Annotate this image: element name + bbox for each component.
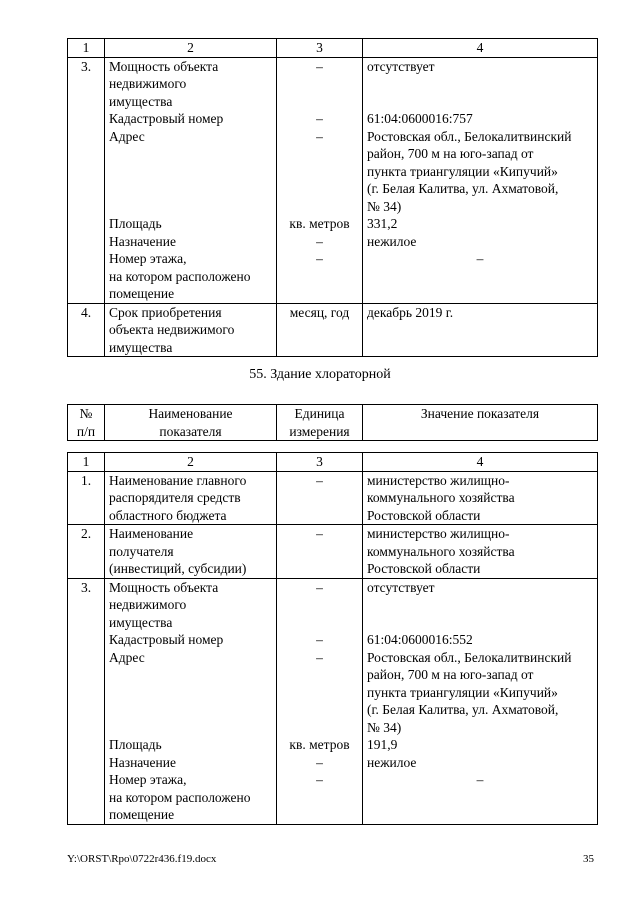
row-value-line: 331,2 bbox=[367, 216, 398, 231]
row-name-line: Назначение bbox=[109, 754, 176, 770]
table-row bbox=[68, 303, 598, 357]
row-unit-line: – bbox=[316, 526, 323, 541]
col-number: 3 bbox=[277, 39, 363, 58]
row-value-line: – bbox=[476, 772, 484, 787]
row-name-line: Наименование главного bbox=[109, 472, 247, 488]
row-unit-line: – bbox=[316, 632, 323, 647]
row-name-line: Мощность объекта bbox=[109, 58, 219, 74]
row-value-line: (г. Белая Калитва, ул. Ахматовой, bbox=[367, 702, 559, 717]
row-value-line: № 34) bbox=[367, 198, 402, 214]
row-unit-line bbox=[281, 93, 358, 111]
column-number-row bbox=[68, 39, 598, 58]
col-number: 3 bbox=[277, 453, 363, 472]
row-name bbox=[105, 525, 277, 579]
row-name-line: Номер этажа, bbox=[109, 772, 187, 787]
row-unit-line bbox=[281, 75, 358, 93]
row-unit-line: – bbox=[316, 754, 323, 770]
row-value-line: коммунального хозяйства bbox=[367, 490, 515, 505]
header-number: № п/п bbox=[68, 405, 105, 441]
table-building bbox=[67, 404, 598, 825]
column-number-row bbox=[68, 453, 598, 472]
table-row bbox=[68, 57, 598, 303]
row-name-line bbox=[109, 198, 272, 216]
row-name-line bbox=[109, 666, 272, 684]
row-unit-line: кв. метров bbox=[289, 737, 350, 752]
row-number: 4. bbox=[68, 303, 105, 357]
row-value-line: Ростовской области bbox=[367, 507, 481, 523]
row-value-line: пункта триангуляции «Кипучий» bbox=[367, 163, 558, 179]
col-number: 2 bbox=[105, 39, 277, 58]
row-value bbox=[363, 578, 598, 824]
row-unit-line bbox=[281, 684, 358, 702]
row-name-line: получателя bbox=[109, 543, 174, 559]
row-unit-line bbox=[281, 666, 358, 684]
row-unit-line bbox=[281, 198, 358, 216]
row-unit-line bbox=[281, 596, 358, 614]
row-name-line: помещение bbox=[109, 807, 175, 822]
row-name-line: Срок приобретения bbox=[109, 304, 222, 320]
row-unit-line: – bbox=[316, 58, 323, 74]
section-title: 55. Здание хлораторной bbox=[249, 367, 391, 382]
row-value-line: 61:04:0600016:552 bbox=[367, 632, 473, 647]
row-number: 3. bbox=[68, 578, 105, 824]
table-row bbox=[68, 471, 598, 525]
row-unit bbox=[277, 578, 363, 824]
row-unit-line bbox=[281, 789, 358, 807]
row-value-line: нежилое bbox=[367, 754, 417, 770]
row-name-line: Кадастровый номер bbox=[109, 632, 224, 647]
row-unit-line: – bbox=[316, 472, 323, 488]
row-value-line: пункта триангуляции «Кипучий» bbox=[367, 684, 558, 700]
row-name-line bbox=[109, 180, 272, 198]
row-value-line: коммунального хозяйства bbox=[367, 543, 515, 559]
row-name-line bbox=[109, 163, 272, 181]
row-value-line: Ростовской области bbox=[367, 561, 481, 576]
row-name-line: Адрес bbox=[109, 128, 145, 144]
row-value-line: отсутствует bbox=[367, 579, 435, 595]
header-unit: Единица измерения bbox=[277, 405, 363, 441]
row-unit bbox=[277, 525, 363, 579]
row-unit-line: – bbox=[316, 772, 323, 787]
row-unit-line bbox=[281, 614, 358, 632]
row-name-line: недвижимого bbox=[109, 76, 187, 91]
row-unit-line: – bbox=[316, 579, 323, 595]
table-continued bbox=[67, 38, 598, 357]
row-unit-line bbox=[281, 339, 358, 357]
row-value-line bbox=[367, 321, 593, 339]
row-unit-line bbox=[281, 268, 358, 286]
row-value bbox=[363, 525, 598, 579]
row-name-line: на котором расположено bbox=[109, 789, 251, 805]
row-unit-line bbox=[281, 701, 358, 719]
row-name-line: Наименование bbox=[109, 526, 194, 541]
row-name bbox=[105, 57, 277, 303]
row-unit bbox=[277, 303, 363, 357]
col-number: 1 bbox=[68, 39, 105, 58]
row-name-line bbox=[109, 719, 272, 737]
footer-path: Y:\ORST\Rpo\0722r436.f19.docx bbox=[67, 853, 217, 865]
row-value-line bbox=[367, 806, 593, 824]
table-row bbox=[68, 525, 598, 579]
row-unit-line bbox=[281, 145, 358, 163]
row-name-line bbox=[109, 145, 272, 163]
row-value bbox=[363, 471, 598, 525]
row-unit-line bbox=[281, 719, 358, 737]
row-value-line: нежилое bbox=[367, 233, 417, 249]
row-value-line: отсутствует bbox=[367, 58, 435, 74]
row-value-line: Ростовская обл., Белокалитвинский bbox=[367, 649, 572, 665]
row-value-line: район, 700 м на юго-запад от bbox=[367, 146, 534, 161]
table-row bbox=[68, 578, 598, 824]
row-value-line: Ростовская обл., Белокалитвинский bbox=[367, 128, 572, 144]
row-unit-line: – bbox=[316, 111, 323, 126]
col-number: 4 bbox=[363, 453, 598, 472]
row-unit-line bbox=[281, 180, 358, 198]
page-number: 35 bbox=[583, 853, 594, 865]
row-number: 3. bbox=[68, 57, 105, 303]
row-value-line: 61:04:0600016:757 bbox=[367, 111, 473, 126]
row-value-line: № 34) bbox=[367, 719, 402, 735]
row-unit-line bbox=[281, 285, 358, 303]
row-unit-line: кв. метров bbox=[289, 216, 350, 231]
row-value-line: министерство жилищно- bbox=[367, 526, 510, 541]
row-unit bbox=[277, 471, 363, 525]
col-number: 1 bbox=[68, 453, 105, 472]
col-number: 2 bbox=[105, 453, 277, 472]
row-name-line: Кадастровый номер bbox=[109, 111, 224, 126]
row-name-line: имущества bbox=[109, 614, 173, 630]
row-name bbox=[105, 471, 277, 525]
row-unit-line bbox=[281, 543, 358, 561]
row-value-line: 191,9 bbox=[367, 737, 398, 752]
row-value bbox=[363, 57, 598, 303]
row-name-line: (инвестиций, субсидии) bbox=[109, 561, 247, 576]
row-name-line: Площадь bbox=[109, 737, 162, 752]
row-unit-line bbox=[281, 321, 358, 339]
row-value-line bbox=[367, 268, 593, 286]
row-unit-line: – bbox=[316, 649, 323, 665]
row-unit-line: месяц, год bbox=[289, 304, 350, 320]
col-number: 4 bbox=[363, 39, 598, 58]
row-unit-line bbox=[281, 489, 358, 507]
row-unit-line bbox=[281, 806, 358, 824]
row-value-line bbox=[367, 789, 593, 807]
row-value-line: министерство жилищно- bbox=[367, 472, 510, 488]
row-unit-line bbox=[281, 507, 358, 525]
row-unit-line: – bbox=[316, 251, 323, 266]
header-row bbox=[68, 405, 598, 441]
row-name-line: распорядителя средств bbox=[109, 490, 241, 505]
row-unit bbox=[277, 57, 363, 303]
row-value-line bbox=[367, 339, 593, 357]
row-value-line bbox=[367, 596, 593, 614]
row-name-line: имущества bbox=[109, 93, 173, 109]
row-value-line: (г. Белая Калитва, ул. Ахматовой, bbox=[367, 181, 559, 196]
row-name bbox=[105, 303, 277, 357]
row-name-line: Площадь bbox=[109, 216, 162, 231]
row-name-line: помещение bbox=[109, 286, 175, 301]
row-name-line bbox=[109, 684, 272, 702]
row-name bbox=[105, 578, 277, 824]
row-name-line: имущества bbox=[109, 339, 173, 355]
row-name-line: на котором расположено bbox=[109, 268, 251, 284]
row-name-line: Адрес bbox=[109, 649, 145, 665]
row-name-line: Номер этажа, bbox=[109, 251, 187, 266]
row-value-line bbox=[367, 614, 593, 632]
row-value-line bbox=[367, 285, 593, 303]
row-number: 2. bbox=[68, 525, 105, 579]
row-unit-line bbox=[281, 163, 358, 181]
row-unit-line: – bbox=[316, 128, 323, 144]
row-value-line bbox=[367, 93, 593, 111]
row-name-line: Мощность объекта bbox=[109, 579, 219, 595]
header-value: Значение показателя bbox=[363, 405, 598, 441]
row-name-line: областного бюджета bbox=[109, 507, 227, 523]
row-unit-line bbox=[281, 560, 358, 578]
row-number: 1. bbox=[68, 471, 105, 525]
row-name-line: недвижимого bbox=[109, 597, 187, 612]
row-name-line: Назначение bbox=[109, 233, 176, 249]
row-name-line: объекта недвижимого bbox=[109, 322, 235, 337]
header-name: Наименование показателя bbox=[105, 405, 277, 441]
row-unit-line: – bbox=[316, 233, 323, 249]
row-value-line: декабрь 2019 г. bbox=[367, 304, 454, 320]
row-name-line bbox=[109, 701, 272, 719]
row-value bbox=[363, 303, 598, 357]
row-value-line: район, 700 м на юго-запад от bbox=[367, 667, 534, 682]
row-value-line: – bbox=[476, 251, 484, 266]
row-value-line bbox=[367, 75, 593, 93]
